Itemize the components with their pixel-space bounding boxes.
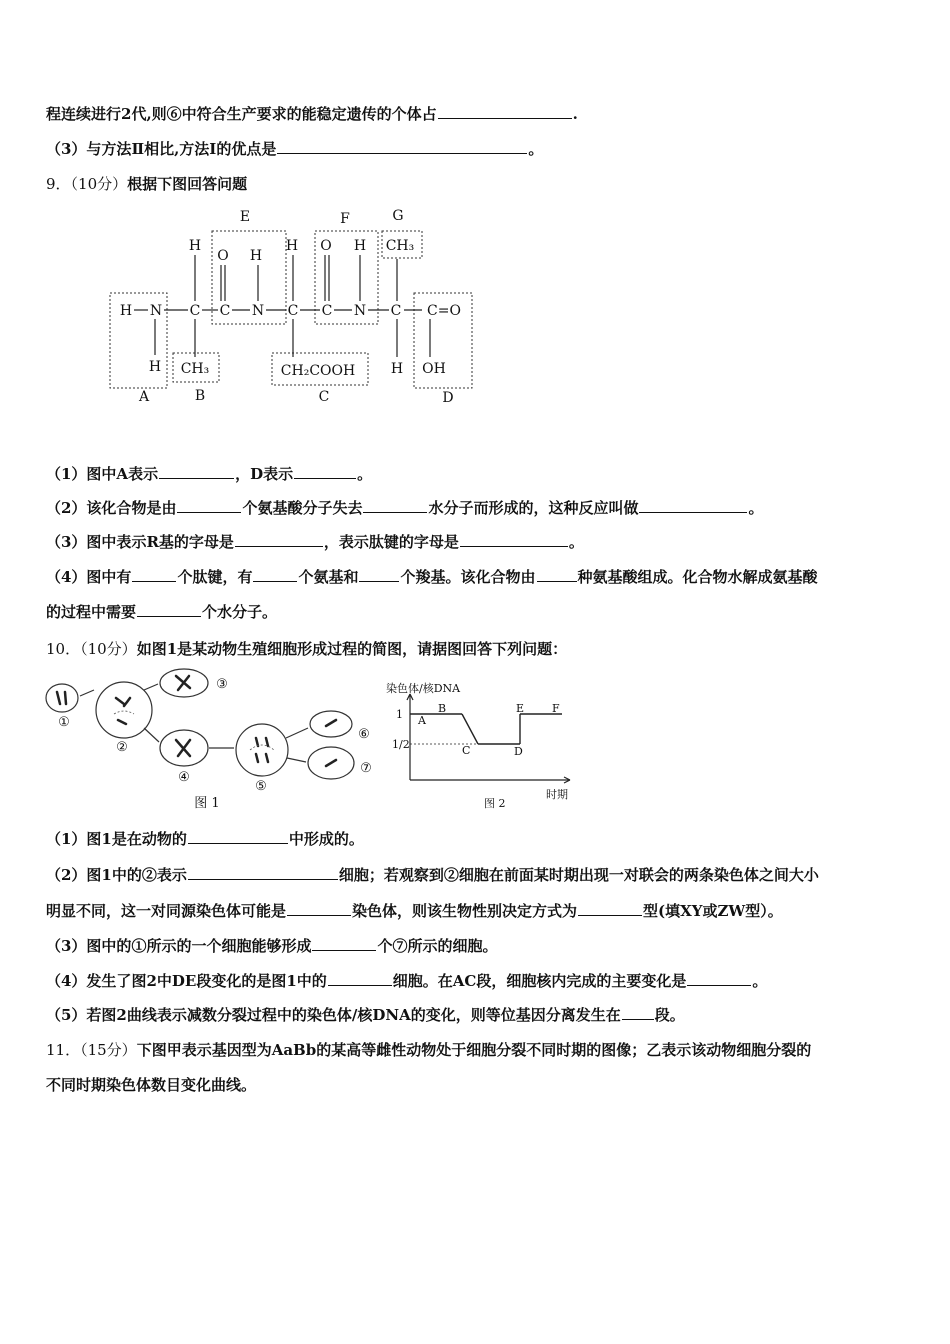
curve-segment [462, 714, 478, 744]
cell-label-5: ⑤ [255, 779, 267, 794]
atom-h: H [249, 248, 263, 264]
chromosome [266, 754, 268, 762]
group-ch2cooh: CH₂COOH [280, 363, 356, 379]
q10-sub2-line-2: 明显不同，这一对同源染色体可能是 染色体，则该生物性别决定方式为 型(填XY或ZW型）。 [46, 902, 783, 920]
point-e: E [516, 702, 525, 715]
chromosome [57, 692, 60, 704]
label-c: C [318, 389, 330, 405]
label-f: F [340, 211, 350, 227]
chromosome [118, 720, 126, 724]
q9-sub2: （2）该化合物是由 个氨基酸分子失去 水分子而形成的，这种反应叫做 。 [46, 499, 764, 517]
answer-blank[interactable] [537, 567, 577, 582]
atom-h: H [285, 238, 299, 254]
atom-o: O [320, 238, 332, 254]
answer-blank[interactable] [235, 532, 323, 547]
chromosome [256, 738, 258, 746]
answer-blank[interactable] [460, 532, 568, 547]
label-e: E [239, 209, 251, 225]
prev-question-line-1: 程连续进行2代,则⑥中符合生产要求的能稳定遗传的个体占 . [46, 105, 578, 123]
arrow [286, 728, 308, 738]
cell-label-7: ⑦ [360, 761, 372, 776]
answer-blank[interactable] [622, 1005, 654, 1020]
answer-blank[interactable] [639, 498, 747, 513]
q9-heading: 9．（10分）根据下图回答问题 [46, 175, 248, 193]
chromosome [326, 720, 336, 726]
y-tick-half: 1/2 [392, 738, 410, 751]
cell-5 [236, 724, 288, 776]
atom-h: H [148, 359, 162, 375]
group-ch3: CH₃ [385, 238, 415, 254]
chromosome [124, 698, 130, 706]
spindle [250, 745, 274, 750]
arrow [80, 690, 94, 696]
y-axis-label: 染色体/核DNA [386, 682, 461, 695]
atom-o: O [217, 248, 229, 264]
q11-line-2: 不同时期染色体数目变化曲线。 [46, 1076, 257, 1094]
answer-blank[interactable] [359, 567, 399, 582]
chromosome [65, 692, 66, 704]
atom-n: N [251, 303, 265, 319]
q10-sub4: （4）发生了图2中DE段变化的是图1中的 细胞。在AC段，细胞核内完成的主要变化是 。 [46, 972, 768, 990]
q9-sub3: （3）图中表示R基的字母是 ，表示肽键的字母是 。 [46, 533, 584, 551]
answer-blank[interactable] [159, 464, 234, 479]
chromosome [266, 738, 268, 746]
point-b: B [438, 702, 447, 715]
figure-1-caption: 图 1 [194, 796, 220, 811]
y-tick-1: 1 [396, 708, 403, 721]
chromosome [326, 760, 336, 766]
answer-blank[interactable] [578, 901, 642, 916]
answer-blank[interactable] [438, 104, 572, 119]
cell-label-1: ① [58, 715, 70, 730]
answer-blank[interactable] [177, 498, 241, 513]
cell-1 [46, 684, 78, 712]
atom-n: N [353, 303, 367, 319]
atom-c: C [219, 303, 231, 319]
answer-blank[interactable] [363, 498, 427, 513]
answer-blank[interactable] [328, 971, 392, 986]
cell-label-6: ⑥ [358, 727, 370, 742]
point-d: D [514, 745, 523, 758]
figure-2-caption: 图 2 [484, 797, 506, 810]
arrow [144, 684, 158, 690]
atom-h: H [188, 238, 202, 254]
cell-label-3: ③ [216, 677, 228, 692]
answer-blank[interactable] [277, 139, 527, 154]
label-a: A [138, 389, 150, 405]
atom-h: H [119, 303, 133, 319]
ratio-curve [410, 714, 562, 744]
q9-sub4-line-1: （4）图中有 个肽键，有 个氨基和 个羧基。该化合物由 种氨基酸组成。化合物水解成氨基酸 [46, 568, 818, 586]
figure-1-cell-division [44, 668, 389, 813]
label-d: D [442, 390, 454, 406]
atom-c: C [189, 303, 201, 319]
arrow [144, 728, 159, 742]
answer-blank[interactable] [132, 567, 176, 582]
label-b: B [194, 388, 206, 404]
peptide-structure-figure [100, 203, 490, 408]
q10-sub2-line-1: （2）图1中的②表示 细胞；若观察到②细胞在前面某时期出现一对联会的两条染色体之间大小 [46, 866, 819, 884]
q10-sub1: （1）图1是在动物的 中形成的。 [46, 830, 364, 848]
atom-c: C [390, 303, 402, 319]
label-g: G [392, 208, 404, 224]
atom-n: N [149, 303, 163, 319]
atom-c: C [321, 303, 333, 319]
prev-question-line-2: （3）与方法Ⅱ相比,方法Ⅰ的优点是 。 [46, 140, 544, 158]
atom-h: H [390, 361, 404, 377]
arrow [287, 758, 306, 762]
group-ch3: CH₃ [180, 361, 210, 377]
q9-sub1: （1）图中A表示 ，D表示 。 [46, 465, 373, 483]
chromosome [116, 698, 124, 704]
answer-blank[interactable] [294, 464, 356, 479]
group-oh: OH [422, 361, 446, 377]
chromosome [256, 754, 258, 762]
atom-c: C [287, 303, 299, 319]
answer-blank[interactable] [137, 602, 201, 617]
answer-blank[interactable] [687, 971, 751, 986]
q11-heading: 11．（15分）下图甲表示基因型为AaBb的某高等雌性动物处于细胞分裂不同时期的图像；乙表示该动物细胞分裂的 [46, 1041, 812, 1059]
atom-h: H [353, 238, 367, 254]
cell-label-2: ② [116, 740, 128, 755]
answer-blank[interactable] [253, 567, 297, 582]
answer-blank[interactable] [312, 936, 376, 951]
answer-blank[interactable] [287, 901, 351, 916]
q10-sub5: （5）若图2曲线表示减数分裂过程中的染色体/核DNA的变化，则等位基因分离发生在 段。 [46, 1006, 685, 1024]
point-f: F [552, 702, 560, 715]
group-carbonyl: C=O [427, 303, 461, 319]
q10-heading: 10．（10分）如图1是某动物生殖细胞形成过程的简图，请据图回答下列问题： [46, 640, 568, 658]
cell-label-4: ④ [178, 770, 190, 785]
answer-blank[interactable] [188, 829, 288, 844]
q9-sub4-line-2: 的过程中需要 个水分子。 [46, 603, 278, 621]
q10-sub3: （3）图中的①所示的一个细胞能够形成 个⑦所示的细胞。 [46, 937, 498, 955]
x-axis-label: 时期 [546, 788, 568, 801]
answer-blank[interactable] [188, 865, 338, 880]
point-c: C [462, 744, 471, 757]
figure-2-ratio-chart [372, 680, 582, 815]
spindle [114, 711, 134, 714]
cell-2 [96, 682, 152, 738]
point-a: A [418, 714, 426, 727]
